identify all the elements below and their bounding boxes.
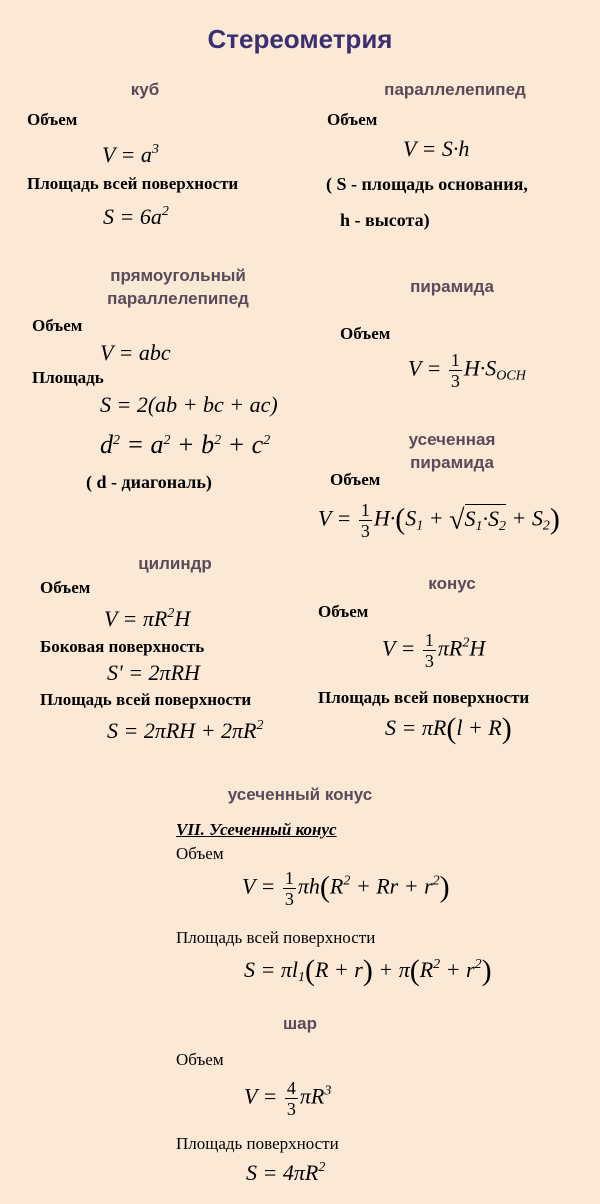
- rect-area-label: Площадь: [32, 368, 104, 387]
- truncated-cone-volume-label: Объем: [176, 844, 224, 863]
- cylinder-surface-formula: $S = 2\pi RH + 2\pi R^2$: [107, 718, 264, 743]
- parallelepiped-volume-label: Объем: [327, 110, 378, 129]
- truncated-cone-volume-formula: V = $\frac{1}{3}$ $\pi h(R^2 + Rr + r^2)$: [242, 868, 450, 909]
- parallelepiped-note-1: ( S - площадь основания,: [326, 174, 528, 194]
- cube-volume-formula: $V = a^3$: [102, 142, 159, 167]
- truncated-pyramid-heading-1: усеченная: [408, 430, 496, 449]
- pyramid-volume-label: Объем: [340, 324, 391, 343]
- cube-surface-label: Площадь всей поверхности: [27, 174, 239, 193]
- cube-heading: куб: [130, 80, 160, 99]
- rect-area-formula: S = 2(ab + bc + ac): [100, 392, 278, 417]
- cone-volume-formula: V = $\frac{1}{3}$ $\pi R^2H$: [382, 630, 486, 671]
- sphere-heading: шар: [282, 1014, 317, 1033]
- cylinder-lateral-label: Боковая поверхность: [40, 637, 205, 656]
- sphere-surface-formula: $S = 4\pi R^2$: [246, 1160, 326, 1185]
- rect-parallelepiped-heading-2: параллелепипед: [107, 289, 249, 308]
- cylinder-volume-formula: $V = \pi R^2H$: [104, 606, 191, 631]
- cube-volume-label: Объем: [27, 110, 78, 129]
- page-title: Стереометрия: [207, 24, 393, 54]
- sphere-volume-label: Объем: [176, 1050, 224, 1069]
- truncated-pyramid-volume-label: Объем: [330, 470, 381, 489]
- rect-parallelepiped-heading-1: прямоугольный: [110, 266, 246, 285]
- cube-surface-formula: $S = 6a^2$: [103, 204, 169, 229]
- cone-surface-formula: S = πR(l + R): [385, 712, 512, 745]
- rect-volume-label: Объем: [32, 316, 83, 335]
- truncated-cone-surface-formula: $S = \pi l_1(R + r) + \pi(R^2 + r^2)$: [244, 954, 492, 987]
- rect-diagonal-formula: $d^2 = a^2 + b^2 + c^2$: [100, 430, 271, 459]
- truncated-cone-section-title: VII. Усеченный конус: [176, 820, 337, 839]
- cylinder-heading: цилиндр: [138, 554, 212, 573]
- sphere-volume-formula: V = $\frac{4}{3}$ $\pi R^3$: [244, 1078, 332, 1119]
- truncated-cone-heading: усеченный конус: [227, 785, 373, 804]
- cone-volume-label: Объем: [318, 602, 369, 621]
- cylinder-lateral-formula: S' = 2πRH: [107, 660, 200, 685]
- sphere-surface-label: Площадь поверхности: [176, 1134, 339, 1153]
- truncated-cone-surface-label: Площадь всей поверхности: [176, 928, 376, 947]
- pyramid-heading: пирамида: [410, 277, 494, 296]
- pyramid-volume-formula: V = $\frac{1}{3}$ $H\cdot S_{OCH}$: [408, 350, 526, 391]
- cone-surface-label: Площадь всей поверхности: [318, 688, 530, 707]
- cylinder-volume-label: Объем: [40, 578, 91, 597]
- parallelepiped-heading: параллелепипед: [384, 80, 526, 99]
- parallelepiped-volume-formula: V = S·h: [403, 136, 470, 161]
- rect-volume-formula: V = abc: [100, 340, 171, 365]
- cylinder-surface-label: Площадь всей поверхности: [40, 690, 252, 709]
- cone-heading: конус: [428, 574, 476, 593]
- parallelepiped-note-2: h - высота): [340, 210, 430, 230]
- rect-diagonal-note: ( d - диагональ): [86, 472, 212, 492]
- truncated-pyramid-heading-2: пирамида: [410, 453, 494, 472]
- truncated-pyramid-volume-formula: V = $\frac{1}{3}$ $H\cdot(S_1 + √S_1\cdot S_2 + S_2)$: [318, 500, 560, 541]
